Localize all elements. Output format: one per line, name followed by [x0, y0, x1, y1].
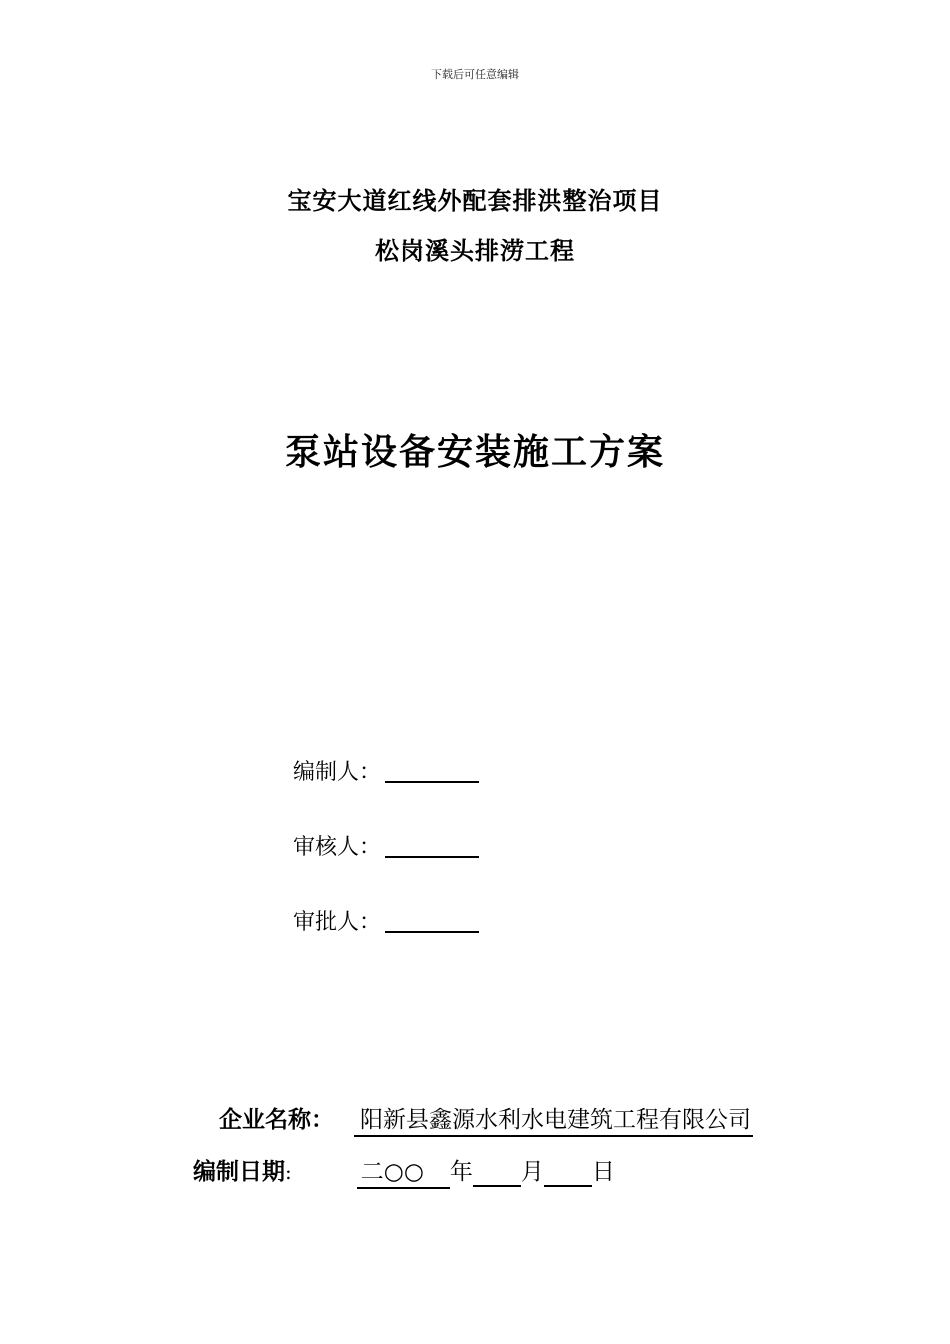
company-label-colon: ：: [311, 1107, 334, 1133]
reviewer-label: 审核人：: [293, 835, 382, 860]
date-label: 编制日期: [193, 1159, 285, 1185]
compiler-signature-blank: [385, 761, 479, 783]
date-day-blank: [544, 1159, 592, 1187]
project-title-line-1: 宝安大道红线外配套排洪整治项目: [287, 186, 663, 215]
approver-row: [293, 905, 479, 936]
company-row: [219, 1101, 753, 1137]
approver-label: 审批人：: [293, 910, 382, 935]
project-title-line-2: 松岗溪头排涝工程: [375, 236, 575, 265]
compiler-row: [293, 755, 479, 786]
document-title: 泵站设备安装施工方案: [284, 431, 665, 473]
company-label: 企业名称: [219, 1107, 311, 1133]
reviewer-row: [293, 830, 479, 861]
date-year-prefix: 二○○: [357, 1153, 450, 1189]
header-note: 下载后可任意编辑: [431, 68, 519, 81]
date-day-unit: 日: [591, 1159, 615, 1185]
date-month-blank: [473, 1159, 521, 1187]
company-name: 阳新县鑫源水利水电建筑工程有限公司: [354, 1101, 753, 1137]
compiler-label: 编制人：: [293, 760, 382, 785]
date-month-unit: 月: [520, 1159, 544, 1185]
reviewer-signature-blank: [385, 836, 479, 858]
approver-signature-blank: [385, 911, 479, 933]
date-label-colon: :: [285, 1160, 292, 1184]
date-year-unit: 年: [449, 1159, 473, 1185]
date-row: [193, 1153, 615, 1189]
